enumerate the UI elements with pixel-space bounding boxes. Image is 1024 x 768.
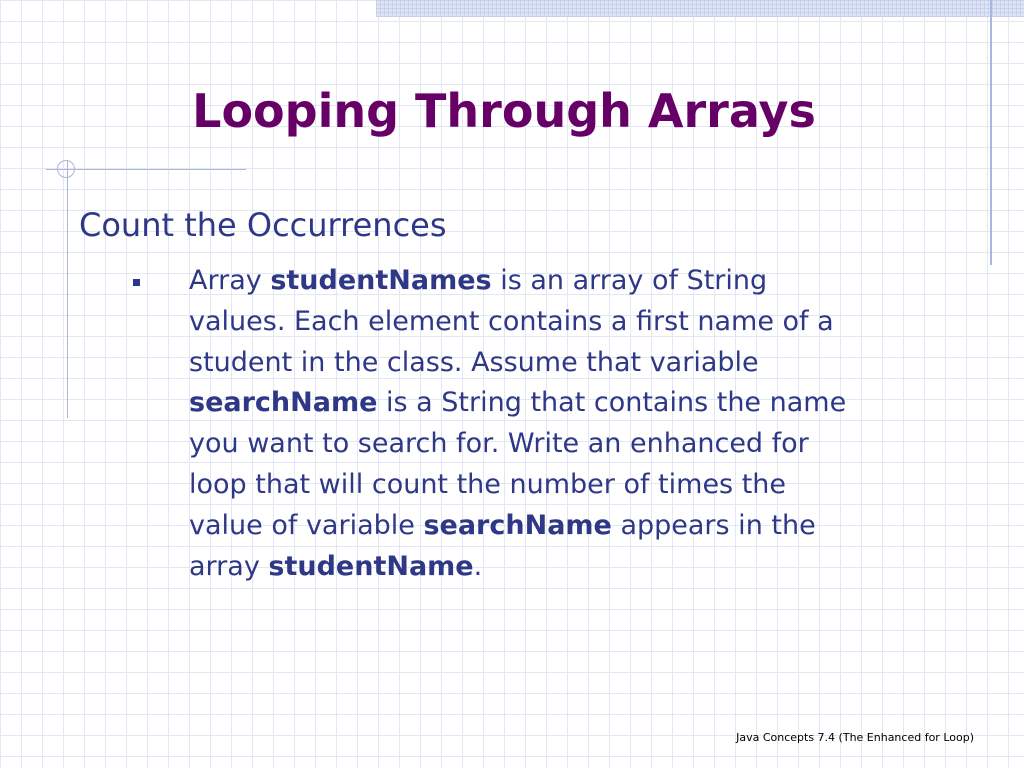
title-underline-rule — [46, 169, 246, 170]
bullet-text-line1c: is an array of String — [491, 265, 768, 296]
bullet-text-line7c: appears in the — [611, 509, 816, 541]
bullet-square-icon — [133, 279, 140, 286]
bullet-text-line8c: . — [473, 550, 483, 582]
bullet-keyword-searchname-1: searchName — [189, 387, 378, 419]
bullet-keyword-studentnames: studentNames — [270, 265, 492, 296]
bullet-text-line5: you want to search for. Write an enhanced for — [189, 428, 809, 460]
bullet-text-line2: values. Each element contains a first name of a — [189, 305, 834, 337]
slide-title: Looping Through Arrays — [192, 84, 816, 138]
bullet-keyword-studentname: studentName — [268, 550, 474, 582]
slide-subheading: Count the Occurrences — [79, 206, 447, 244]
bullet-text-line8a: array — [189, 550, 269, 582]
decorative-circle-icon — [57, 160, 75, 178]
bullet-text-line3: student in the class. Assume that variable — [189, 346, 759, 378]
bullet-text-line1a: Array — [189, 265, 271, 296]
top-decorative-band — [376, 0, 1024, 17]
bullet-text-line4b: is a String that contains the name — [377, 387, 847, 419]
bullet-text-line6: loop that will count the number of times the — [189, 468, 787, 500]
slide-footer: Java Concepts 7.4 (The Enhanced for Loop) — [736, 731, 974, 744]
left-decorative-line — [67, 160, 68, 418]
bullet-keyword-searchname-2: searchName — [423, 509, 612, 541]
bullet-text-line7a: value of variable — [189, 509, 424, 541]
bullet-text — [189, 261, 934, 587]
